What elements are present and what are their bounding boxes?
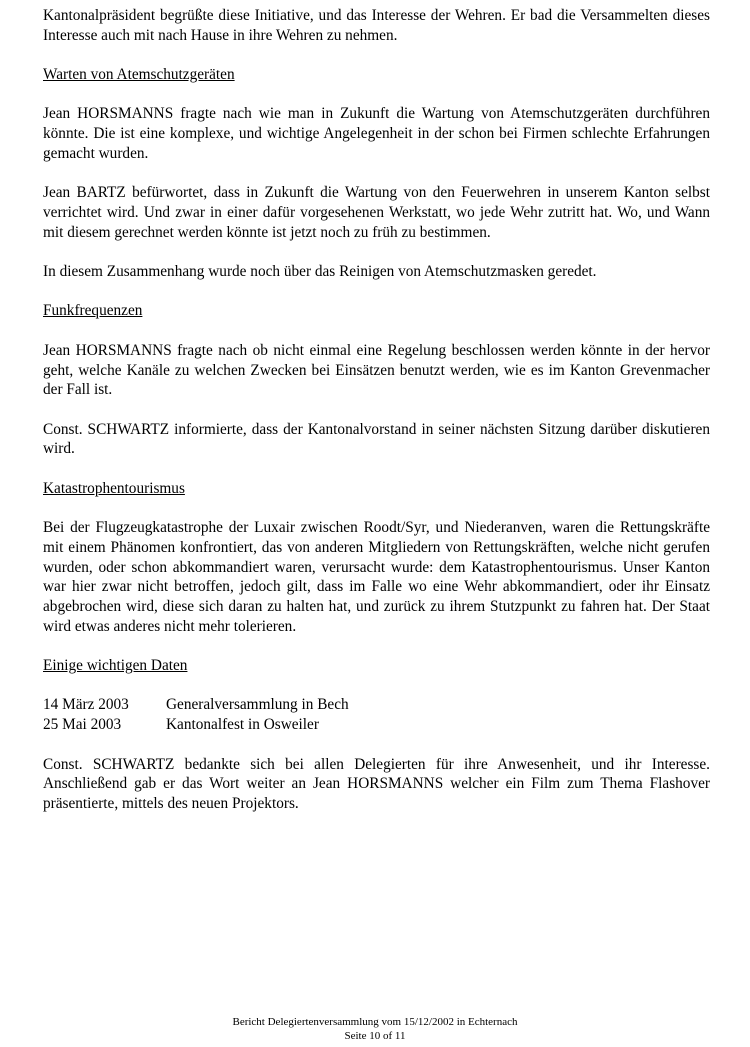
paragraph-bartz-wartung: Jean BARTZ befürwortet, dass in Zukunft die Wartung von den Feuerwehren in unserem Kanton selbst verrichtet wird. Und zwar in einer dafür vorgesehenen Werkstatt, wo jede Wehr zutritt hat. Wo, und Wann mit diesem gerechnet werden könnte ist jetzt noch zu früh zu bestimmen. <box>43 184 710 241</box>
event-cell: Generalversammlung in Bech <box>166 696 349 714</box>
footer-report-title: Bericht Delegiertenversammlung vom 15/12/2002 in Echternach <box>232 1016 518 1028</box>
page-footer <box>0 1015 750 1043</box>
paragraph-horsmanns-funk: Jean HORSMANNS fragte nach ob nicht einmal eine Regelung beschlossen werden könnte in der hervor geht, welche Kanäle zu welchen Zwecken bei Einsätzen benutzt werden, wie es im Kanton Grevenmacher der Fall ist. <box>43 341 710 399</box>
date-cell: 14 März 2003 <box>43 696 129 714</box>
heading-daten: Einige wichtigen Daten <box>43 657 188 675</box>
paragraph-luxair: Bei der Flugzeugkatastrophe der Luxair zwischen Roodt/Syr, und Niederanven, waren die Rettungskräfte mit einem Phänomen konfrontiert, das von anderen Mitgliedern von Rettungskräften, welche nicht gerufen wurden, oder schon abkommandiert waren, verursacht wurde: dem Katastrophentourismus. Unser Kanton war hier zwar nicht betroffen, jedoch gilt, dass im Falle wo eine Wehr abkommandiert, oder ihr Einsatz abgebrochen wird, diese sich daran zu halten hat, und zurück zu ihrem Stutzpunkt zu fahren hat. Der Staat wird etwas anderes nicht mehr tolerieren. <box>43 519 710 635</box>
date-row <box>43 695 710 715</box>
footer-page-number: Seite 10 of 11 <box>344 1030 406 1042</box>
document-body <box>43 6 710 814</box>
paragraph-closing: Const. SCHWARTZ bedankte sich bei allen Delegierten für ihre Anwesenheit, und ihr Interesse. Anschließend gab er das Wort weiter an Jean HORSMANNS welcher ein Film zum Thema Flashover präsentierte, mittels des neuen Projektors. <box>43 755 710 812</box>
heading-atemschutz: Warten von Atemschutzgeräten <box>43 66 235 84</box>
paragraph-intro: Kantonalpräsident begrüßte diese Initiative, und das Interesse der Wehren. Er bad die Versammelten dieses Interesse auch mit nach Hause in ihre Wehren zu nehmen. <box>43 7 710 44</box>
paragraph-horsmanns-wartung: Jean HORSMANNS fragte nach wie man in Zukunft die Wartung von Atemschutzgeräten durchführen könnte. Die ist eine komplexe, und wichtige Angelegenheit in der schon bei Firmen schlechte Erfahrungen gemacht wurden. <box>43 105 710 162</box>
paragraph-schwartz-funk: Const. SCHWARTZ informierte, dass der Kantonalvorstand in seiner nächsten Sitzung darüber diskutieren wird. <box>43 420 710 458</box>
paragraph-reinigen: In diesem Zusammenhang wurde noch über das Reinigen von Atemschutzmasken geredet. <box>43 263 597 281</box>
dates-list <box>43 695 710 734</box>
event-cell: Kantonalfest in Osweiler <box>166 716 319 734</box>
date-row <box>43 715 710 735</box>
heading-katastrophentourismus: Katastrophentourismus <box>43 479 185 497</box>
date-cell: 25 Mai 2003 <box>43 716 122 734</box>
heading-funkfrequenzen: Funkfrequenzen <box>43 302 143 320</box>
